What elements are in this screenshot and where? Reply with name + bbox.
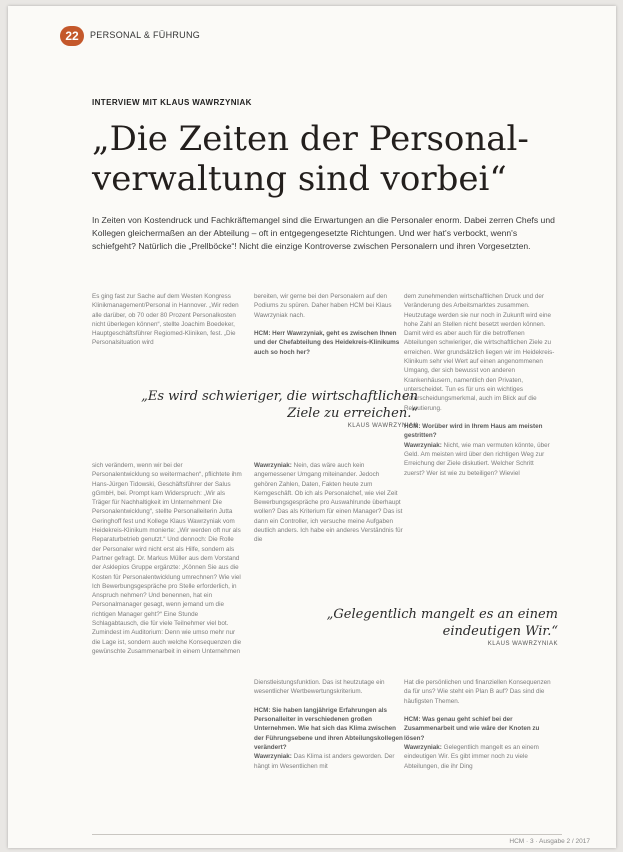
pullquote-1 (126, 388, 418, 429)
body-col3-text: dem zunehmenden wirtschaftlichen Druck und der Veränderung des Arbeitsmarktes zusammen. Heutzutage werden sie nur noch in Zukunft wird eine hohe Zahl an Stellen nicht besetzt werden können. Damit wird es aber auch für die betroffenen Abteilungen schwieriger, die wirtschaftlichen Ziele zu erreichen. Wer grundsätzlich liegen wir im Heidekreis-Klinikum sehr viel Wert auf einen angenommenen Umgang, der sich bewusst von anderen Krankenhäusern, namentlich den Privaten, unterscheidet. Tun es für uns ein wichtiges Unterscheidungsmerkmal, auch im Blick auf die Rekrutierung. (404, 293, 555, 412)
footer-rule (92, 834, 562, 835)
interview-question-1: HCM: Herr Wawrzyniak, geht es zwischen Ihnen und der Chefabteilung des Heidekreis-Klinikums auch so hoch her? (254, 330, 400, 356)
pullquote-2 (308, 606, 558, 647)
interview-question-2: HCM: Sie haben langjährige Erfahrungen als Personalleiter in verschiedenen großen Unternehmen. Wie hat sich das Klima zwischen der Führungsebene und ihren Abteilungskollegen verändert? (254, 706, 403, 752)
interview-question-4: HCM: Was genau geht schief bei der Zusammenarbeit und wie wäre der Knoten zu lösen? (404, 716, 540, 742)
body-col2-bot (254, 678, 404, 828)
speaker-label: Wawrzyniak: (254, 753, 292, 761)
body-col3-bot (404, 678, 556, 828)
body-col1-mid-text-3: Eine Stunde Schlagabtausch, die für viele Teilnehmer viel bot. Zumindest im Auditorium: Denn wie umso mehr nur die Lage ist, sondern auch welche Konsequenzen die gewünschte Zusammenarbeit in einem Unternehmen (92, 610, 242, 655)
speaker-label: Wawrzyniak: (254, 462, 292, 469)
pullquote-2-text: „Gelegentlich mangelt es an einem eindeutigen Wir.“ (326, 607, 558, 639)
speaker-label: Wawrzyniak: (404, 744, 442, 752)
magazine-page (8, 6, 616, 848)
body-col3-bot-text: Hat die persönlichen und finanziellen Konsequenzen da für uns? Wie steht ein Plan B auf? Das sind die häufigsten Themen. (404, 679, 551, 705)
article-headline: „Die Zeiten der Personal-verwaltung sind vorbei“ (92, 119, 529, 199)
interview-answer-2: Das Klima ist anders geworden. Der hängt im Wesentlichen mit (254, 753, 395, 770)
section-label: PERSONAL & FÜHRUNG (90, 30, 201, 40)
body-col2-bot-text: Dienstleistungsfunktion. Das ist heutzutage ein wesentlicher Wertbewertungskriterium. (254, 679, 385, 696)
body-col2-text: bereiten, wir gerne bei den Personalern auf den Podiums zu spüren. Daher haben HCM bei Klaus Wawrzyniak nach. (254, 293, 392, 319)
pullquote-1-author: KLAUS WAWRZYNIAK (347, 423, 418, 429)
interview-question-3: HCM: Worüber wird in Ihrem Haus am meisten gestritten? (404, 423, 543, 440)
body-col2-top (254, 292, 404, 380)
interview-answer-3: Nicht, wie man vermuten könnte, über Geld. Am meisten wird über den richtigen Weg zur Erreichung der Ziele diskutiert. Welcher Schritt zuerst? Wer ist wie zu beteiligen? Wieviel (404, 441, 550, 477)
body-col2-mid (254, 461, 404, 591)
body-col1-mid (92, 461, 242, 751)
speaker-label: Wawrzyniak: (404, 441, 442, 449)
body-col1-mid-text-2: Dr. Markus Müller aus dem Vorstand der Asklepios Gruppe ergänzte: „Können Sie aus die Kosten für Personalentwicklung umrechnen? Wie viel Ich Bewerbungsgespräche pro Stelle erforderlich, in Anspruch nehmen? Und benennen, hat ein Personalmanager gesagt, wenn jemand um die richtigen Manager geht?“ (92, 554, 241, 618)
page-number-badge: 22 (60, 26, 84, 46)
interview-answer-4: Gelegentlich mangelt es an einem eindeutigen Wir. Es gibt immer noch zu viele Abteilungen, die ihr Ding (404, 744, 539, 770)
body-col3-top (404, 292, 556, 592)
pullquote-2-author: KLAUS WAWRZYNIAK (487, 641, 558, 647)
interview-answer-1: Nein, das wäre auch kein angemessener Umgang miteinander. Jedoch gehören Zahlen, Daten, Fakten heute zum Kerngeschäft. Ob ich als Personalchef, wie viel Zeit Bewerbungsgespräche pro Auswahlrunde überhaupt wollen? Das als Kriterium für einen Manager? Das ist dann ein Controller, ich versuche meine Aufgaben deutlich anders. Ich habe ein anderes Verständnis für die (254, 462, 403, 544)
body-col1-mid-text: sich verändern, wenn wir bei der Personalentwicklung so weitermachen“, pflichtete ihm Hans-Jürgen Tidowski, Geschäftsführer der Salus gGmbH, bei. Prompt kam Widerspruch: „Wir als Träger für Nachhaltigkeit im Unternehmen! Die Personalentwicklung“, stellte Personalleiterin Jutta Geringhoff fest und Kollege Klaus Wawrzyniak vom Heidekreis-Klinikum monierte: „Wir werden oft nur als Reparaturbetrieb genutzt.“ Und dennoch: Die Rolle der Personaler wird nicht erst als Hilfe, sondern als Partner gefragt. (92, 462, 242, 562)
page-footer: HCM · 3 · Ausgabe 2 / 2017 (509, 838, 590, 845)
body-col1-top: Es ging fast zur Sache auf dem Westen Kongress Klinikmanagement/Personal in Hannover. „Wir reden alle darüber, ob 70 oder 80 Prozent Personalkosten nicht überlegen können“, stellte Joachim Boedeker, Hauptgeschäftsführer Regiomed-Kliniken, fest. „Die Personalsituation wird (92, 293, 239, 347)
article-kicker: INTERVIEW MIT KLAUS WAWRZYNIAK (92, 98, 252, 107)
article-intro: In Zeiten von Kostendruck und Fachkräftemangel sind die Erwartungen an die Personaler enorm. Dabei zerren Chefs und Kollegen gleichermaßen an der Abteilung – oft in entgegengesetzte Richtungen. Und wer hat's verbockt, wenn's schiefgeht? Natürlich die „Prellböcke“! Nicht die einzige Kontroverse zwischen Personalern und ihren Vorgesetzten. (92, 215, 555, 251)
pullquote-1-text: „Es wird schwieriger, die wirtschaftlichen Ziele zu erreichen.“ (141, 389, 418, 421)
